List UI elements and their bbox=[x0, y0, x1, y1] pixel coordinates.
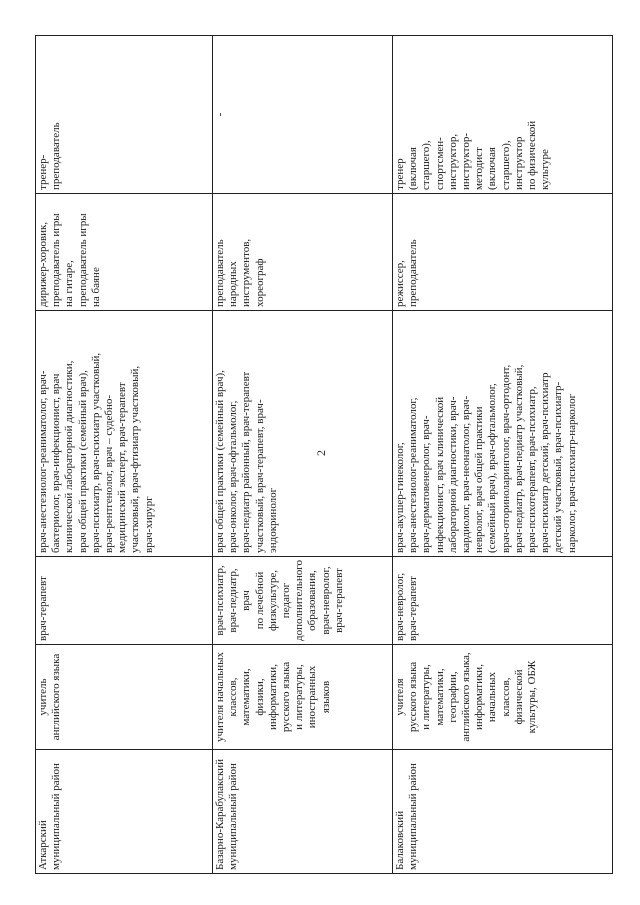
cell-line: народных bbox=[227, 261, 240, 307]
cell-line: врач-терапевт bbox=[37, 576, 49, 641]
cell-line: русского языка bbox=[407, 661, 420, 733]
cell-line: Базарно-Карабулакский bbox=[214, 758, 226, 870]
cell-line: тренер bbox=[394, 158, 406, 190]
med-doctors-cell bbox=[393, 311, 613, 557]
cell-line: на баяне bbox=[89, 267, 102, 307]
cell-line: муниципальный район bbox=[50, 763, 63, 870]
cell-line: врач общей практики (семейный врач), bbox=[214, 370, 226, 553]
cell-line: географии, bbox=[446, 671, 459, 723]
cell-line: образования, bbox=[306, 570, 319, 631]
cell-line: врач bbox=[240, 590, 253, 611]
cell-line: инфекционист, врач клинической bbox=[433, 396, 446, 553]
cell-line: классов, bbox=[499, 677, 512, 717]
cell-line: врач-оториноларинголог, врач-ортодонт, bbox=[499, 364, 512, 553]
cell-line: врач-психиатр, врач-психиатр участковый, bbox=[89, 352, 102, 553]
cell-line: преподаватель bbox=[407, 239, 420, 307]
cell-line: инструктор bbox=[512, 136, 525, 190]
cell-line: (включая bbox=[407, 147, 420, 190]
cell-line: врач-педиатр, bbox=[227, 568, 240, 633]
cell-line: тренер- bbox=[37, 154, 49, 190]
table-row bbox=[213, 36, 393, 874]
cell-line: (семейный врач), врач-офтальмолог, bbox=[486, 383, 499, 553]
cell-line: языков bbox=[319, 680, 332, 714]
cell-line: физкультуре, bbox=[266, 570, 279, 631]
cell-line: врач-онколог, врач-офтальмолог, bbox=[227, 400, 240, 553]
cell-line: муниципальный район bbox=[407, 763, 420, 870]
sport-cell bbox=[36, 36, 213, 194]
cell-line: старшего), bbox=[499, 140, 512, 190]
cell-line: врач-невролог, bbox=[319, 566, 332, 635]
cell-line: врач-хирург bbox=[142, 496, 155, 553]
district-cell bbox=[393, 750, 613, 874]
cell-line: врач общей практики (семейный врач), bbox=[76, 370, 89, 553]
cell-line: кардиолог, врач-неонатолог, врач- bbox=[460, 395, 473, 553]
page-number: 2 bbox=[314, 450, 328, 456]
vacancies-table bbox=[35, 35, 613, 874]
culture-cell bbox=[213, 194, 393, 311]
district-cell bbox=[213, 750, 393, 874]
cell-line: на гитаре, bbox=[63, 260, 76, 307]
cell-line: врач-психиатр детский, врач-психиатр bbox=[539, 372, 552, 553]
cell-line: английского языка, bbox=[460, 652, 473, 742]
cell-line: нарколог, врач-психиатр-нарколог bbox=[565, 393, 578, 553]
cell-line: эндокринолог bbox=[266, 487, 279, 553]
cell-line: математики, bbox=[433, 668, 446, 726]
sport-cell bbox=[393, 36, 613, 194]
med-doctors-cell bbox=[36, 311, 213, 557]
teachers-cell bbox=[393, 645, 613, 750]
teachers-cell bbox=[213, 645, 393, 750]
cell-line: врач-педиатр районный, врач-терапевт bbox=[240, 371, 253, 553]
cell-line: классов, bbox=[227, 677, 240, 717]
cell-line: информатики, bbox=[473, 664, 486, 730]
teachers-cell bbox=[36, 645, 213, 750]
cell-line: математики, bbox=[240, 668, 253, 726]
cell-line: преподаватель bbox=[50, 122, 63, 190]
cell-line: врач-анестезиолог-реаниматолог, bbox=[407, 397, 420, 553]
cell-line: инструктор, bbox=[446, 133, 459, 190]
cell-line: участковый, врач-фтизиатр участковый, bbox=[129, 365, 142, 553]
cell-line: по лечебной bbox=[253, 571, 266, 630]
cell-line: медицинский эксперт, врач-терапевт bbox=[116, 382, 129, 553]
med-secondary-cell bbox=[393, 557, 613, 645]
cell-line: преподаватель bbox=[214, 239, 226, 307]
cell-line: дополнительного bbox=[293, 560, 306, 641]
cell-line: Балаковский bbox=[394, 810, 406, 870]
cell-line: преподаватель игры bbox=[50, 213, 63, 307]
cell-line: учитель bbox=[37, 678, 49, 716]
cell-line: информатики, bbox=[266, 664, 279, 730]
district-cell bbox=[36, 750, 213, 874]
cell-line: муниципальный район bbox=[227, 763, 240, 870]
cell-line: учителя начальных bbox=[214, 651, 226, 743]
cell-line: начальных bbox=[486, 671, 499, 723]
cell-line: лабораторной диагностики, врач- bbox=[446, 396, 459, 553]
cell-line: методист bbox=[473, 147, 486, 190]
cell-line: Аткарский bbox=[37, 820, 49, 870]
cell-line: детский участковый, врач-психиатр- bbox=[552, 381, 565, 553]
cell-line: инструментов, bbox=[240, 238, 253, 307]
cell-line: врач-дерматовенеролог, врач- bbox=[420, 415, 433, 553]
table-row bbox=[36, 36, 213, 874]
cell-line: режиссер, bbox=[394, 260, 406, 307]
cell-line: спортсмен- bbox=[433, 137, 446, 190]
cell-line: врач-терапевт bbox=[407, 576, 420, 641]
cell-line: невролог, врач общей практики bbox=[473, 406, 486, 553]
cell-line: врач-акушер-гинеколог, bbox=[394, 442, 406, 553]
cell-line: врач-терапевт bbox=[332, 568, 345, 633]
cell-line: врач-рентгенолог, врач – судебно- bbox=[103, 395, 116, 553]
cell-line: по физической bbox=[526, 120, 539, 190]
cell-line: врач-невролог, bbox=[394, 572, 406, 641]
cell-line: иностранных bbox=[306, 665, 319, 729]
cell-line: педагог bbox=[280, 582, 293, 619]
cell-line: русского языка bbox=[280, 661, 293, 733]
cell-line: и литературы, bbox=[293, 664, 306, 730]
culture-cell bbox=[36, 194, 213, 311]
cell-line: физики, bbox=[253, 678, 266, 716]
cell-line: преподаватель игры bbox=[76, 213, 89, 307]
cell-line: старшего), bbox=[420, 140, 433, 190]
table-row bbox=[393, 36, 613, 874]
cell-line: бактериолог, врач-инфекционист, врач bbox=[50, 373, 63, 553]
cell-line: физической bbox=[512, 669, 525, 725]
cell-line: культуре bbox=[539, 149, 552, 190]
cell-line: инструктор- bbox=[460, 133, 473, 190]
culture-cell bbox=[393, 194, 613, 311]
cell-line: участковый, врач-терапевт, врач- bbox=[253, 399, 266, 553]
cell-line: учителя bbox=[394, 678, 406, 716]
med-doctors-cell bbox=[213, 311, 393, 557]
cell-line: и литературы, bbox=[420, 664, 433, 730]
cell-line: врач-психиатр, bbox=[214, 565, 226, 636]
cell-line: английского языка bbox=[50, 653, 63, 741]
sport-cell bbox=[213, 36, 393, 194]
cell-line: врач-психотерапевт, врач-психиатр, bbox=[526, 386, 539, 553]
cell-line: врач-педиатр, врач-педиатр участковый, bbox=[512, 364, 525, 553]
cell-line: врач-анестезиолог-реаниматолог, врач- bbox=[37, 370, 49, 553]
cell-line: - bbox=[214, 112, 226, 117]
cell-line: (включая bbox=[486, 147, 499, 190]
cell-line: дирижер-хоровик, bbox=[37, 221, 49, 307]
cell-line: хореограф bbox=[253, 258, 266, 307]
cell-line: клинической лабораторной диагностики, bbox=[63, 360, 76, 553]
med-secondary-cell bbox=[36, 557, 213, 645]
med-secondary-cell bbox=[213, 557, 393, 645]
cell-line: культуры, ОБЖ bbox=[526, 660, 539, 734]
